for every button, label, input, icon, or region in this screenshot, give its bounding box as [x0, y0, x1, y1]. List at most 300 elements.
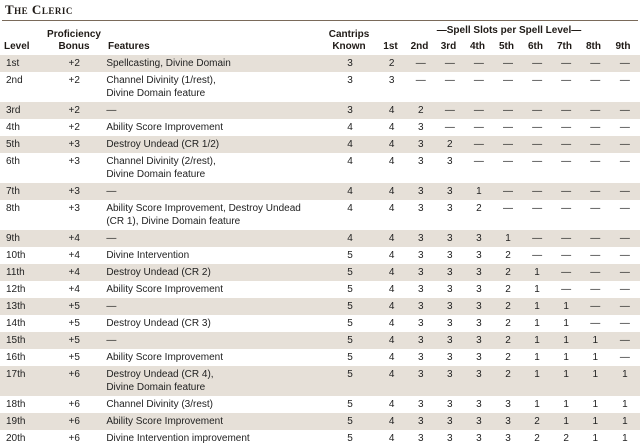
header-slot-5th: 5th — [499, 41, 514, 52]
slot-cell-1st: 4 — [377, 136, 406, 153]
feature-line: Divine Intervention — [106, 250, 190, 261]
slot-cell-9th: — — [610, 183, 640, 200]
slot-cell-1st: 4 — [388, 203, 395, 214]
slot-cell-5th: — — [493, 102, 522, 119]
slot-cell-5th: — — [493, 55, 522, 72]
slot-cell-7th: 1 — [563, 399, 569, 410]
slot-cell-5th: 2 — [505, 250, 511, 261]
feature-line: — — [106, 335, 117, 346]
table-row — [0, 298, 640, 315]
slot-cell-5th: 3 — [505, 433, 511, 444]
table-row — [0, 396, 640, 413]
slot-cell-8th: — — [590, 203, 601, 214]
cantrips-cell: 5 — [323, 413, 377, 430]
slot-cell-6th: 1 — [534, 399, 540, 410]
slot-cell-3rd: — — [435, 102, 464, 119]
level-cell: 11th — [0, 264, 44, 281]
feature-line: Channel Divinity (2/rest), — [106, 156, 216, 167]
slot-cell-8th: — — [590, 122, 601, 133]
table-title: The Cleric — [5, 2, 73, 17]
slot-cell-7th: 1 — [563, 352, 569, 363]
slot-cell-1st: 4 — [388, 156, 395, 167]
table-row — [0, 55, 640, 72]
level-cell: 4th — [6, 122, 20, 133]
features-cell — [104, 264, 323, 281]
feature-line: Ability Score Improvement — [106, 284, 224, 295]
header-slot-7th: 7th — [557, 41, 572, 52]
slot-cell-6th: — — [532, 156, 543, 167]
proficiency-cell: +6 — [68, 433, 80, 444]
slot-cell-4th: 2 — [476, 203, 482, 214]
slot-cell-5th: 2 — [493, 264, 522, 281]
cantrips-cell: 5 — [347, 250, 353, 261]
slot-cell-3rd: — — [435, 55, 464, 72]
slot-cell-6th: — — [532, 75, 543, 86]
proficiency-cell: +2 — [68, 122, 80, 133]
slot-cell-4th: 3 — [476, 318, 482, 329]
slot-cell-6th: — — [523, 136, 552, 153]
slot-cell-2nd: 3 — [406, 332, 435, 349]
slot-cell-7th: 1 — [552, 298, 581, 315]
slot-cell-6th: 2 — [523, 413, 552, 430]
header-cantrips-line2: Known — [332, 41, 366, 52]
cantrips-cell: 3 — [323, 55, 377, 72]
slot-cell-3rd: 2 — [435, 136, 464, 153]
proficiency-cell: +6 — [44, 413, 104, 430]
table-row — [0, 315, 640, 332]
feature-line: Ability Score Improvement — [106, 416, 224, 427]
slot-cell-3rd: — — [444, 75, 455, 86]
slot-cell-2nd: 3 — [406, 136, 435, 153]
slot-cell-1st: 4 — [377, 102, 406, 119]
header-cantrips — [322, 29, 376, 53]
slot-cell-2nd: 3 — [406, 413, 435, 430]
slot-cell-1st: 4 — [388, 250, 395, 261]
slot-cell-3rd: 3 — [435, 366, 464, 396]
slot-cell-6th: — — [523, 55, 552, 72]
features-cell — [104, 396, 323, 413]
cantrips-cell: 3 — [323, 102, 377, 119]
slot-cell-8th: — — [590, 75, 601, 86]
slot-cell-5th: 2 — [505, 318, 511, 329]
cantrips-cell: 5 — [347, 318, 353, 329]
slot-cell-8th: 1 — [581, 366, 610, 396]
features-cell — [104, 72, 323, 102]
slot-cell-7th: 1 — [552, 413, 581, 430]
slot-cell-7th: 1 — [563, 318, 569, 329]
level-cell: 10th — [6, 250, 26, 261]
slot-cell-6th: — — [532, 122, 543, 133]
table-row — [0, 247, 640, 264]
slot-cell-9th: 1 — [610, 366, 640, 396]
cantrips-cell: 4 — [323, 230, 377, 247]
slot-cell-3rd: 3 — [435, 183, 464, 200]
slot-cell-7th: — — [552, 136, 581, 153]
table-row — [0, 102, 640, 119]
proficiency-cell: +4 — [68, 250, 80, 261]
cantrips-cell: 5 — [323, 366, 377, 396]
slot-cell-7th: — — [552, 55, 581, 72]
slot-cell-9th: 1 — [622, 433, 628, 444]
slot-cell-9th: — — [610, 230, 640, 247]
features-cell — [104, 230, 323, 247]
slot-cell-3rd: 3 — [435, 264, 464, 281]
feature-line: Destroy Undead (CR 2) — [106, 267, 211, 278]
header-slot-3rd: 3rd — [440, 41, 457, 52]
slot-cell-6th: 1 — [534, 318, 540, 329]
table-row — [0, 72, 640, 102]
slot-cell-6th: 1 — [523, 332, 552, 349]
slot-cell-3rd: 3 — [447, 156, 453, 167]
features-cell — [104, 55, 323, 72]
features-cell — [104, 153, 323, 183]
slot-cell-3rd: 3 — [447, 203, 453, 214]
slot-cell-8th: — — [581, 136, 610, 153]
level-cell: 9th — [0, 230, 44, 247]
slot-cell-7th: — — [552, 183, 581, 200]
proficiency-cell: +6 — [68, 399, 80, 410]
slot-cell-3rd: 3 — [435, 230, 464, 247]
proficiency-cell: +2 — [44, 102, 104, 119]
slot-cell-2nd: 3 — [406, 366, 435, 396]
slot-cell-8th: 1 — [581, 413, 610, 430]
cantrips-cell: 5 — [323, 332, 377, 349]
slot-cell-8th: — — [581, 55, 610, 72]
slot-cell-7th: 1 — [552, 366, 581, 396]
proficiency-cell: +5 — [44, 332, 104, 349]
slot-cell-3rd: 3 — [435, 298, 464, 315]
slot-cell-6th: 1 — [523, 366, 552, 396]
slot-cell-2nd: 3 — [417, 284, 424, 295]
cantrips-cell: 5 — [347, 352, 353, 363]
slot-cell-9th: — — [619, 122, 630, 133]
slot-cell-9th: — — [610, 332, 640, 349]
feature-line: Ability Score Improvement — [106, 352, 224, 363]
level-cell: 2nd — [6, 75, 23, 86]
slot-cell-4th: — — [473, 156, 484, 167]
slot-cell-2nd: — — [406, 55, 435, 72]
slot-cell-2nd: 3 — [417, 156, 424, 167]
features-cell — [104, 315, 323, 332]
slot-cell-1st: 4 — [377, 298, 406, 315]
slot-cell-8th: — — [581, 230, 610, 247]
slot-cell-4th: 3 — [476, 250, 482, 261]
feature-line: — — [106, 186, 117, 197]
table-row — [0, 349, 640, 366]
cantrips-cell: 5 — [347, 284, 353, 295]
slot-cell-6th: 2 — [534, 433, 540, 444]
slot-cell-7th: 2 — [563, 433, 569, 444]
slot-cell-5th: — — [502, 75, 513, 86]
slot-cell-9th: — — [610, 55, 640, 72]
slot-cell-4th: 3 — [476, 284, 482, 295]
slot-cell-1st: 4 — [377, 183, 406, 200]
slot-cell-5th: — — [502, 122, 513, 133]
header-proficiency-line2: Bonus — [58, 41, 90, 52]
slot-cell-9th: 1 — [622, 399, 628, 410]
header-slot-8th: 8th — [586, 41, 601, 52]
slot-cell-7th: — — [561, 250, 572, 261]
slot-cell-8th: — — [581, 264, 610, 281]
slot-cell-8th: — — [581, 102, 610, 119]
slot-cell-6th: — — [523, 183, 552, 200]
cantrips-cell: 4 — [323, 183, 377, 200]
feature-line: Divine Domain feature — [106, 88, 206, 99]
header-proficiency-line1: Proficiency — [47, 29, 101, 40]
slot-cell-3rd: 3 — [447, 352, 453, 363]
level-cell: 5th — [0, 136, 44, 153]
cantrips-cell: 4 — [347, 203, 353, 214]
slot-cell-2nd: 3 — [417, 352, 424, 363]
feature-line: Destroy Undead (CR 4), — [106, 369, 214, 380]
features-cell — [104, 119, 323, 136]
slot-cell-3rd: 3 — [447, 284, 453, 295]
slot-cell-7th: — — [561, 284, 572, 295]
slot-cell-5th: 2 — [493, 366, 522, 396]
slot-cell-4th: 1 — [464, 183, 493, 200]
slot-cell-4th: — — [464, 55, 493, 72]
slot-cell-4th: 3 — [476, 399, 482, 410]
slot-cell-4th: 3 — [464, 298, 493, 315]
level-cell: 20th — [6, 433, 26, 444]
slot-cell-8th: 1 — [581, 332, 610, 349]
level-cell: 3rd — [0, 102, 44, 119]
slot-cell-3rd: 3 — [447, 433, 453, 444]
slot-cell-8th: — — [590, 318, 601, 329]
slot-cell-3rd: 3 — [447, 399, 453, 410]
cantrips-cell: 5 — [323, 298, 377, 315]
table-row — [0, 183, 640, 200]
header-features: Features — [108, 41, 150, 52]
slot-cell-2nd: 3 — [417, 250, 424, 261]
slot-cell-1st: 4 — [377, 230, 406, 247]
slot-cell-2nd: 3 — [417, 318, 424, 329]
cantrips-cell: 4 — [347, 122, 353, 133]
feature-line: Destroy Undead (CR 1/2) — [106, 139, 220, 150]
slot-cell-4th: 3 — [476, 352, 482, 363]
slot-cell-9th: — — [610, 136, 640, 153]
table-row — [0, 281, 640, 298]
slot-cell-2nd: 3 — [417, 203, 424, 214]
slot-cell-5th: — — [502, 156, 513, 167]
level-cell: 17th — [0, 366, 44, 396]
slot-cell-2nd: 2 — [406, 102, 435, 119]
slot-cell-9th: — — [619, 284, 630, 295]
slot-cell-2nd: — — [415, 75, 426, 86]
slot-cell-3rd: — — [444, 122, 455, 133]
slot-cell-4th: 3 — [464, 332, 493, 349]
slot-cell-7th: — — [561, 156, 572, 167]
cantrips-cell: 5 — [347, 433, 353, 444]
slot-cell-4th: — — [473, 75, 484, 86]
level-cell: 14th — [6, 318, 26, 329]
header-level: Level — [4, 41, 30, 52]
slot-cell-8th: 1 — [592, 433, 598, 444]
slot-cell-5th: — — [493, 136, 522, 153]
slot-cell-5th: 3 — [505, 399, 511, 410]
slot-cell-9th: — — [619, 352, 630, 363]
level-cell: 19th — [0, 413, 44, 430]
slot-cell-8th: — — [590, 156, 601, 167]
slot-cell-5th: 1 — [493, 230, 522, 247]
slot-cell-9th: 1 — [610, 413, 640, 430]
features-cell — [104, 136, 323, 153]
slot-cell-1st: 4 — [388, 399, 395, 410]
feature-line: — — [106, 301, 117, 312]
slot-cell-2nd: 3 — [406, 298, 435, 315]
feature-line: Spellcasting, Divine Domain — [106, 58, 231, 69]
slot-cell-9th: — — [619, 156, 630, 167]
slot-cell-5th: — — [493, 183, 522, 200]
slot-cell-1st: 4 — [377, 332, 406, 349]
proficiency-cell: +3 — [68, 203, 80, 214]
slot-cell-5th: 3 — [493, 413, 522, 430]
slot-cell-9th: — — [619, 250, 630, 261]
proficiency-cell: +3 — [68, 156, 80, 167]
proficiency-cell: +3 — [44, 183, 104, 200]
table-row — [0, 230, 640, 247]
table-row — [0, 153, 640, 183]
slot-cell-6th: — — [523, 102, 552, 119]
slot-cell-1st: 4 — [388, 433, 395, 444]
header-slot-1st: 1st — [383, 41, 398, 52]
slot-cell-5th: — — [502, 203, 513, 214]
table-row — [0, 413, 640, 430]
features-cell — [104, 200, 323, 230]
slot-cell-8th: — — [581, 298, 610, 315]
table-row — [0, 200, 640, 230]
feature-line: Ability Score Improvement, Destroy Undead — [106, 203, 301, 214]
slot-cell-8th: — — [581, 183, 610, 200]
feature-line: Channel Divinity (1/rest), — [106, 75, 216, 86]
proficiency-cell: +2 — [68, 75, 80, 86]
slot-cell-3rd: 3 — [435, 332, 464, 349]
features-cell — [104, 247, 323, 264]
slot-cell-6th: 1 — [523, 264, 552, 281]
level-cell: 1st — [0, 55, 44, 72]
slot-cell-7th: — — [561, 75, 572, 86]
slot-cell-4th: 3 — [464, 413, 493, 430]
proficiency-cell: +5 — [68, 352, 80, 363]
slot-cell-8th: 1 — [592, 352, 598, 363]
slot-cell-8th: 1 — [592, 399, 598, 410]
slot-cell-4th: — — [473, 122, 484, 133]
slot-cell-1st: 3 — [388, 75, 395, 86]
table-row — [0, 430, 640, 447]
slot-cell-2nd: 3 — [417, 433, 424, 444]
table-body — [0, 55, 640, 447]
features-cell — [104, 102, 323, 119]
header-slot-2nd: 2nd — [410, 41, 429, 52]
slot-cell-3rd: 3 — [447, 250, 453, 261]
slot-cell-5th: 2 — [505, 352, 511, 363]
slot-cell-2nd: 3 — [406, 230, 435, 247]
slot-cell-4th: 3 — [464, 264, 493, 281]
slot-cell-9th: — — [610, 298, 640, 315]
slot-cell-1st: 4 — [388, 284, 395, 295]
level-cell: 15th — [0, 332, 44, 349]
features-cell — [104, 430, 323, 447]
proficiency-cell: +4 — [68, 284, 80, 295]
slot-cell-1st: 4 — [377, 264, 406, 281]
slot-cell-7th: 1 — [552, 332, 581, 349]
level-cell: 16th — [6, 352, 26, 363]
slot-cell-7th: — — [552, 264, 581, 281]
level-cell: 6th — [6, 156, 20, 167]
slot-cell-3rd: 3 — [435, 413, 464, 430]
cantrips-cell: 5 — [347, 399, 353, 410]
table-row — [0, 332, 640, 349]
proficiency-cell: +4 — [44, 230, 104, 247]
features-cell — [104, 366, 323, 396]
slot-cell-7th: — — [552, 102, 581, 119]
header-slot-6th: 6th — [528, 41, 543, 52]
slot-cell-7th: — — [561, 203, 572, 214]
features-cell — [104, 281, 323, 298]
slot-cell-9th: — — [610, 102, 640, 119]
table-row — [0, 136, 640, 153]
slot-cell-6th: 1 — [534, 284, 540, 295]
slot-cell-1st: 4 — [388, 352, 395, 363]
cantrips-cell: 4 — [347, 156, 353, 167]
slot-cell-6th: — — [532, 203, 543, 214]
slot-cell-5th: 2 — [505, 284, 511, 295]
proficiency-cell: +3 — [44, 136, 104, 153]
header-cantrips-line1: Cantrips — [328, 29, 370, 40]
cleric-progression-table — [0, 55, 640, 447]
spell-slots-heading: —Spell Slots per Spell Level— — [436, 25, 582, 36]
feature-line: Ability Score Improvement — [106, 122, 224, 133]
slot-cell-2nd: 3 — [406, 183, 435, 200]
feature-line: Destroy Undead (CR 3) — [106, 318, 211, 329]
header-slot-9th: 9th — [615, 41, 631, 52]
proficiency-cell: +4 — [44, 264, 104, 281]
slot-cell-2nd: 3 — [417, 122, 424, 133]
slot-cell-7th: — — [561, 122, 572, 133]
features-cell — [104, 332, 323, 349]
slot-cell-5th: 2 — [493, 332, 522, 349]
slot-cell-4th: 3 — [464, 366, 493, 396]
slot-cell-9th: — — [619, 318, 630, 329]
feature-line: (CR 1), Divine Domain feature — [106, 216, 241, 227]
cantrips-cell: 4 — [323, 136, 377, 153]
level-cell: 13th — [0, 298, 44, 315]
feature-line: — — [106, 233, 117, 244]
slot-cell-5th: 2 — [493, 298, 522, 315]
slot-cell-6th: 1 — [534, 352, 540, 363]
proficiency-cell: +6 — [44, 366, 104, 396]
slot-cell-6th: 1 — [523, 298, 552, 315]
slot-cell-9th: — — [619, 75, 630, 86]
slot-cell-4th: — — [464, 136, 493, 153]
slot-cell-7th: — — [552, 230, 581, 247]
slot-cell-4th: — — [464, 102, 493, 119]
feature-line: — — [106, 105, 117, 116]
proficiency-cell: +5 — [44, 298, 104, 315]
slot-cell-4th: 3 — [476, 433, 482, 444]
table-row — [0, 119, 640, 136]
slot-cell-1st: 2 — [377, 55, 406, 72]
slot-cell-2nd: 3 — [406, 264, 435, 281]
proficiency-cell: +5 — [68, 318, 80, 329]
features-cell — [104, 349, 323, 366]
level-cell: 8th — [6, 203, 20, 214]
slot-cell-9th: — — [610, 264, 640, 281]
feature-line: Divine Domain feature — [106, 382, 206, 393]
table-row — [0, 264, 640, 281]
proficiency-cell: +2 — [44, 55, 104, 72]
slot-cell-9th: — — [619, 203, 630, 214]
